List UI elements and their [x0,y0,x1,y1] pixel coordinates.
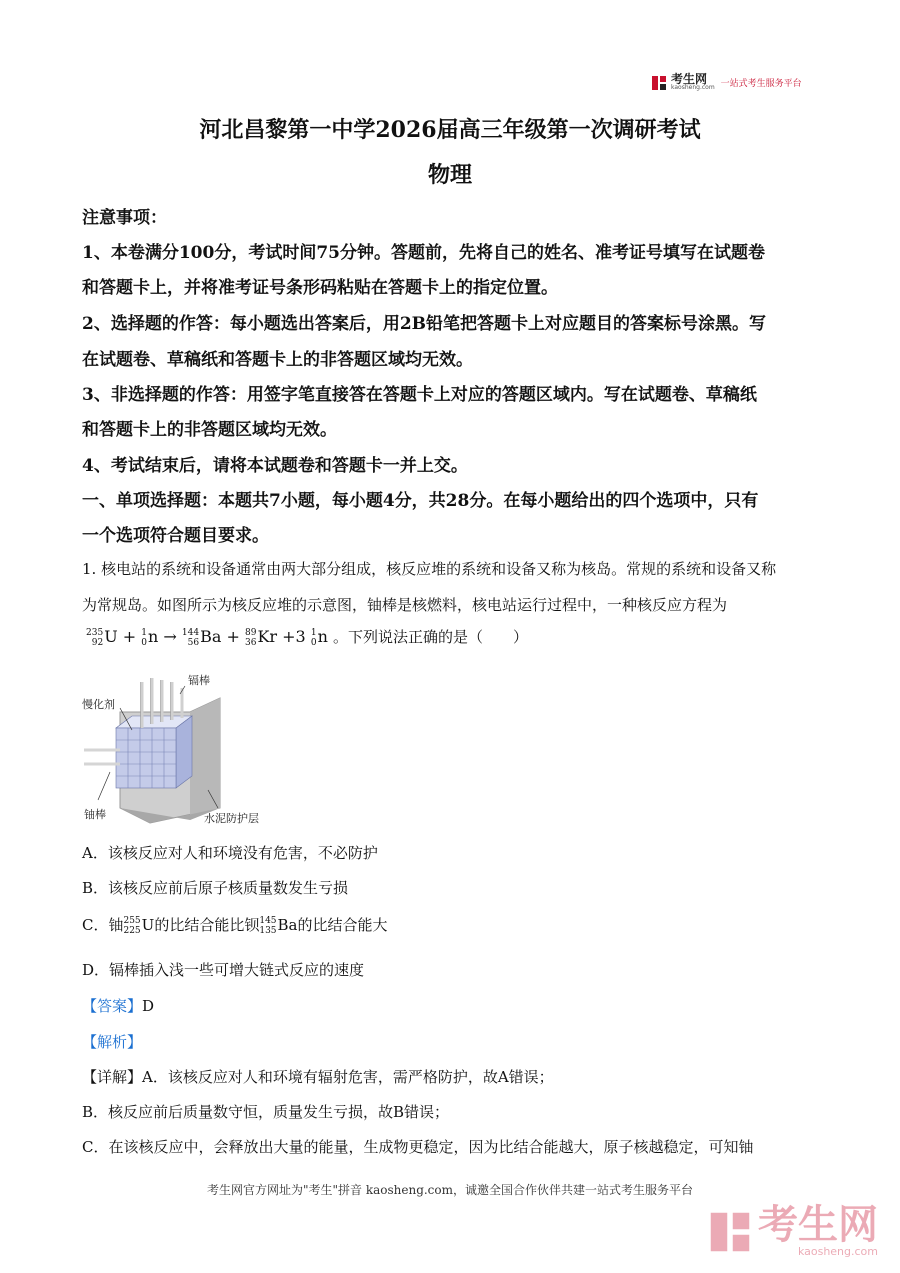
label-concrete-shield: 水泥防护层 [204,812,259,825]
notice-line: 和答题卡上的非答题区域均无效。 [82,420,337,440]
logo-domain: kaosheng.com [671,84,715,91]
option-a: A．该核反应对人和环境没有危害，不必防护 [82,844,378,862]
detail-a: 【详解】A．该核反应对人和环境有辐射危害，需严格防护，故A错误； [82,1068,554,1086]
section-heading-line2: 一个选项符合题目要求。 [82,526,269,546]
header-logo [651,74,802,91]
answer-tag: 【答案】 [82,997,143,1015]
plus-sign: + [226,627,240,646]
notice-line: 3、非选择题的作答：用签字笔直接答在答题卡上对应的答题区域内。写在试题卷、草稿纸 [82,385,757,405]
watermark-text: 考生网 [758,1202,878,1248]
isotope-ba144: 144 56 Ba [181,627,222,648]
section-heading-line1: 一、单项选择题：本题共7小题，每小题4分，共28分。在每小题给出的四个选项中，只有 [82,491,759,511]
notice-line: 4、考试结束后，请将本试题卷和答题卡一并上交。 [82,456,468,476]
watermark-domain: kaosheng.com [797,1245,878,1258]
notice-line: 2、选择题的作答：每小题选出答案后，用2B铅笔把答题卡上对应题目的答案标号涂黑。写 [82,314,767,334]
isotope-neutron: 1 0 n [310,627,328,648]
reactor-diagram [80,668,280,830]
answer-value: D [142,997,155,1015]
option-d: D．镉棒插入浅一些可增大链式反应的速度 [82,961,365,979]
logo-slogan: 一站式考生服务平台 [720,79,802,89]
notice-line: 和答题卡上，并将准考证号条形码粘贴在答题卡上的指定位置。 [82,278,558,298]
label-moderator: 慢化剂 [82,698,115,711]
watermark-logo [708,1202,878,1258]
option-c: C．铀 255 225 U的比结合能比钡 145 135 Ba的比结合能大 [82,916,388,936]
answer-line [82,995,154,1016]
logo-text-block [671,74,715,91]
isotope-kr89: 89 36 Kr [244,627,278,648]
label-cadmium-rod: 镉棒 [188,674,210,687]
watermark-logo-icon [708,1210,752,1254]
plus-three: +3 [282,627,306,646]
reactor-illustration [80,668,280,830]
isotope-neutron: 1 0 n [141,627,159,648]
isotope-u235: 235 92 U [86,627,118,648]
notice-line: 在试题卷、草稿纸和答题卡上的非答题区域均无效。 [82,350,473,370]
detail-b: B．核反应前后质量数守恒，质量发生亏损，故B错误； [82,1103,450,1121]
isotope-u255: 255 225 [123,916,141,936]
reaction-arrow: → [163,627,177,646]
analysis-tag: 【解析】 [82,1033,143,1051]
exam-title: 河北昌黎第一中学2026届高三年级第一次调研考试 [199,117,701,143]
option-b: B．该核反应前后原子核质量数发生亏损 [82,879,349,897]
notice-heading: 注意事项： [82,208,167,228]
equation-tail: 。下列说法正确的是（ ） [332,628,528,646]
question-1-line2: 为常规岛。如图所示为核反应堆的示意图，铀棒是核燃料，核电站运行过程中，一种核反应方程为 [82,596,728,614]
detail-c: C．在该核反应中，会释放出大量的能量，生成物更稳定，因为比结合能越大，原子核越稳定，可知铀 [82,1138,754,1156]
label-uranium-rod: 铀棒 [84,808,106,821]
nuclear-equation [86,626,528,656]
logo-name: 考生网 [671,72,708,86]
notice-line: 1、本卷满分100分，考试时间75分钟。答题前，先将自己的姓名、准考证号填写在试题卷 [82,243,765,263]
plus-sign: + [122,627,137,646]
kaosheng-logo-icon [651,75,667,91]
isotope-ba145: 145 135 [259,916,277,936]
question-1-line1: 1. 核电站的系统和设备通常由两大部分组成，核反应堆的系统和设备又称为核岛。常规的系统和设备又称 [82,560,777,578]
page-footer: 考生网官方网址为"考生"拼音 kaosheng.com，诚邀全国合作伙伴共建一站式考生服务平台 [206,1183,694,1197]
exam-subject: 物理 [427,162,472,188]
